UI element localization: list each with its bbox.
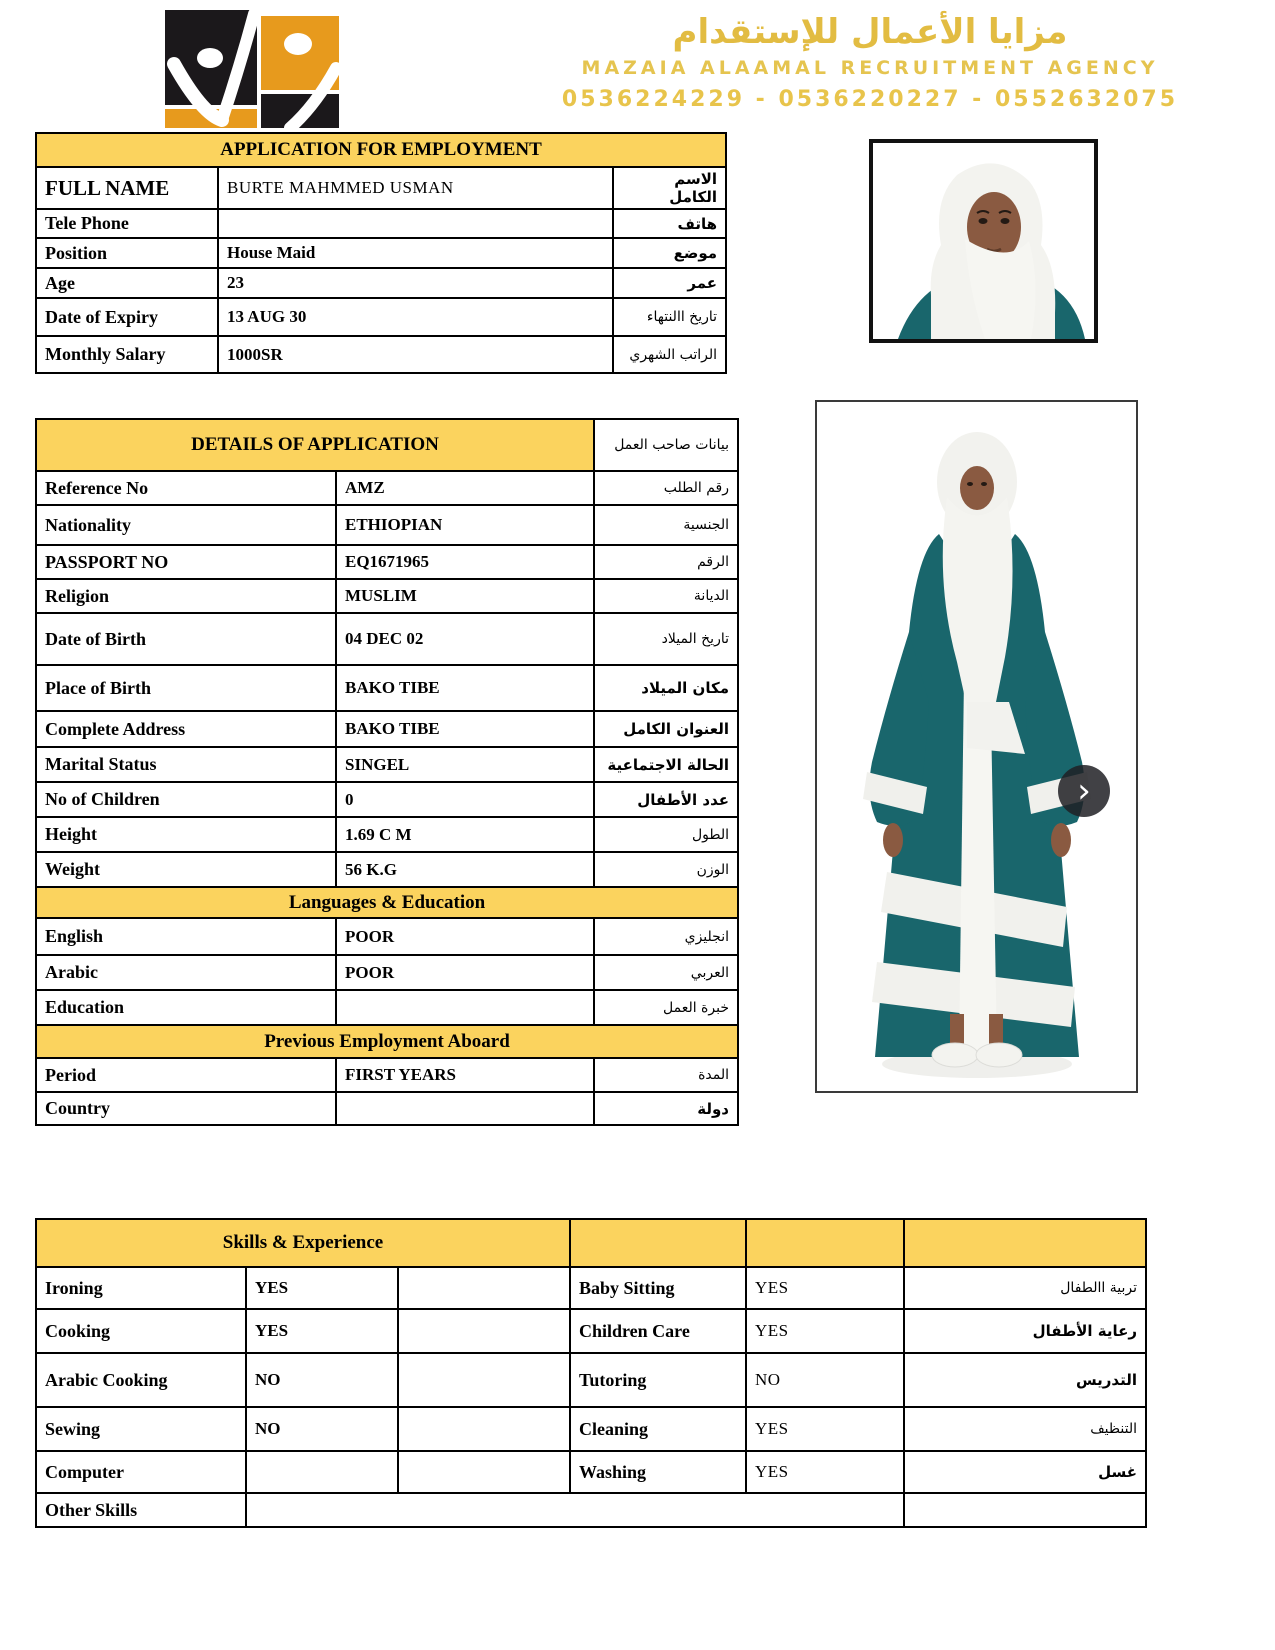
age-value: 23	[218, 268, 613, 298]
birthplace-label: Place of Birth	[36, 665, 336, 711]
ironing-label: Ironing	[36, 1267, 246, 1309]
weight-arabic: الوزن	[594, 852, 738, 887]
application-table	[35, 132, 727, 374]
table-row	[36, 1092, 738, 1125]
passport-label: PASSPORT NO	[36, 545, 336, 579]
skills-header-spacer	[746, 1219, 904, 1267]
table-row	[36, 990, 738, 1025]
table-row	[36, 1451, 1146, 1493]
table-row	[36, 665, 738, 711]
otherskills-label: Other Skills	[36, 1493, 246, 1527]
table-row	[36, 336, 726, 373]
section-header-row	[36, 887, 738, 918]
country-label: Country	[36, 1092, 336, 1125]
english-value: POOR	[336, 918, 594, 955]
religion-value: MUSLIM	[336, 579, 594, 613]
cleaning-value: YES	[746, 1407, 904, 1451]
passport-value: EQ1671965	[336, 545, 594, 579]
table-row	[36, 747, 738, 782]
table-row	[36, 505, 738, 545]
expiry-value: 13 AUG 30	[218, 298, 613, 336]
telephone-label: Tele Phone	[36, 209, 218, 238]
employment-section-title: Previous Employment Aboard	[36, 1025, 738, 1058]
birthdate-arabic: تاريخ الميلاد	[594, 613, 738, 665]
table-row	[36, 298, 726, 336]
full-name-label: FULL NAME	[36, 167, 218, 209]
details-title-arabic: بيانات صاحب العمل	[594, 419, 738, 471]
full-name-arabic: الاسم الكامل	[613, 167, 726, 209]
country-value	[336, 1092, 594, 1125]
salary-arabic: الراتب الشهري	[613, 336, 726, 373]
period-arabic: المدة	[594, 1058, 738, 1092]
birthplace-arabic: مكان الميلاد	[594, 665, 738, 711]
country-arabic: دولة	[594, 1092, 738, 1125]
marital-label: Marital Status	[36, 747, 336, 782]
table-row	[36, 238, 726, 268]
height-value: 1.69 C M	[336, 817, 594, 852]
table-row	[36, 955, 738, 990]
table-row	[36, 1309, 1146, 1353]
children-value: 0	[336, 782, 594, 817]
weight-value: 56 K.G	[336, 852, 594, 887]
cooking-label: Cooking	[36, 1309, 246, 1353]
empty-cell	[398, 1267, 570, 1309]
agency-name-arabic: مزايا الأعمال للإستقدام	[672, 12, 1068, 52]
washing-value: YES	[746, 1451, 904, 1493]
children-arabic: عدد الأطفال	[594, 782, 738, 817]
arabic-value: POOR	[336, 955, 594, 990]
cleaning-label: Cleaning	[570, 1407, 746, 1451]
table-row	[36, 852, 738, 887]
cooking-value: YES	[246, 1309, 398, 1353]
birthdate-value: 04 DEC 02	[336, 613, 594, 665]
table-row	[36, 711, 738, 747]
table-row	[36, 817, 738, 852]
table-row	[36, 209, 726, 238]
passport-arabic: الرقم	[594, 545, 738, 579]
skills-header-spacer	[904, 1219, 1146, 1267]
religion-label: Religion	[36, 579, 336, 613]
cleaning-arabic: التنظيف	[904, 1407, 1146, 1451]
table-row	[36, 1407, 1146, 1451]
reference-label: Reference No	[36, 471, 336, 505]
education-value	[336, 990, 594, 1025]
address-value: BAKO TIBE	[336, 711, 594, 747]
education-label: Education	[36, 990, 336, 1025]
table-row	[36, 167, 726, 209]
skills-table	[35, 1218, 1147, 1528]
applicant-photo-portrait	[869, 139, 1098, 343]
table-row	[36, 1353, 1146, 1407]
table-row	[36, 545, 738, 579]
telephone-arabic: هاتف	[613, 209, 726, 238]
section-header-row	[36, 1025, 738, 1058]
empty-cell	[398, 1309, 570, 1353]
table-row	[36, 471, 738, 505]
birthdate-label: Date of Birth	[36, 613, 336, 665]
tutoring-value: NO	[746, 1353, 904, 1407]
height-label: Height	[36, 817, 336, 852]
table-row	[36, 918, 738, 955]
arabic-arabic: العربي	[594, 955, 738, 990]
babysitting-label: Baby Sitting	[570, 1267, 746, 1309]
skills-table-title: Skills & Experience	[36, 1219, 570, 1267]
table-header-row	[36, 133, 726, 167]
table-row	[36, 1267, 1146, 1309]
height-arabic: الطول	[594, 817, 738, 852]
agency-logo-icon	[140, 6, 365, 128]
babysitting-arabic: تربية االطفال	[904, 1267, 1146, 1309]
expiry-label: Date of Expiry	[36, 298, 218, 336]
tutoring-label: Tutoring	[570, 1353, 746, 1407]
childrencare-label: Children Care	[570, 1309, 746, 1353]
table-row	[36, 579, 738, 613]
arabic-label: Arabic	[36, 955, 336, 990]
sewing-label: Sewing	[36, 1407, 246, 1451]
childrencare-value: YES	[746, 1309, 904, 1353]
english-label: English	[36, 918, 336, 955]
table-header-row	[36, 419, 738, 471]
salary-label: Monthly Salary	[36, 336, 218, 373]
position-arabic: موضع	[613, 238, 726, 268]
weight-label: Weight	[36, 852, 336, 887]
otherskills-arabic	[904, 1493, 1146, 1527]
table-row	[36, 782, 738, 817]
religion-arabic: الديانة	[594, 579, 738, 613]
computer-label: Computer	[36, 1451, 246, 1493]
birthplace-value: BAKO TIBE	[336, 665, 594, 711]
babysitting-value: YES	[746, 1267, 904, 1309]
marital-arabic: الحالة الاجتماعية	[594, 747, 738, 782]
sewing-value: NO	[246, 1407, 398, 1451]
english-arabic: انجليزي	[594, 918, 738, 955]
tutoring-arabic: التدريس	[904, 1353, 1146, 1407]
arabiccooking-label: Arabic Cooking	[36, 1353, 246, 1407]
agency-phone-numbers: 0536224229 - 0536220227 - 0552632075	[561, 87, 1179, 113]
languages-section-title: Languages & Education	[36, 887, 738, 918]
nationality-arabic: الجنسية	[594, 505, 738, 545]
age-arabic: عمر	[613, 268, 726, 298]
arabiccooking-value: NO	[246, 1353, 398, 1407]
nationality-label: Nationality	[36, 505, 336, 545]
period-label: Period	[36, 1058, 336, 1092]
empty-cell	[398, 1353, 570, 1407]
education-arabic: خبرة العمل	[594, 990, 738, 1025]
agency-name-english: MAZAIA ALAAMAL RECRUITMENT AGENCY	[581, 57, 1159, 80]
telephone-value	[218, 209, 613, 238]
full-name-value: BURTE MAHMMED USMAN	[218, 167, 613, 209]
table-header-row	[36, 1219, 1146, 1267]
empty-cell	[398, 1407, 570, 1451]
position-value: House Maid	[218, 238, 613, 268]
otherskills-value	[246, 1493, 904, 1527]
chevron-right-icon: ›	[1077, 771, 1091, 811]
reference-arabic: رقم الطلب	[594, 471, 738, 505]
empty-cell	[398, 1451, 570, 1493]
position-label: Position	[36, 238, 218, 268]
expiry-arabic: تاريخ االنتهاء	[613, 298, 726, 336]
age-label: Age	[36, 268, 218, 298]
applicant-photo-full-body	[815, 400, 1138, 1093]
application-table-title: APPLICATION FOR EMPLOYMENT	[36, 133, 726, 167]
nationality-value: ETHIOPIAN	[336, 505, 594, 545]
washing-arabic: غسل	[904, 1451, 1146, 1493]
table-row	[36, 613, 738, 665]
skills-header-spacer	[570, 1219, 746, 1267]
details-table	[35, 418, 739, 1126]
table-row	[36, 268, 726, 298]
address-label: Complete Address	[36, 711, 336, 747]
washing-label: Washing	[570, 1451, 746, 1493]
address-arabic: العنوان الكامل	[594, 711, 738, 747]
table-row	[36, 1058, 738, 1092]
marital-value: SINGEL	[336, 747, 594, 782]
childrencare-arabic: رعاية الأطفال	[904, 1309, 1146, 1353]
salary-value: 1000SR	[218, 336, 613, 373]
reference-value: AMZ	[336, 471, 594, 505]
computer-value	[246, 1451, 398, 1493]
period-value: FIRST YEARS	[336, 1058, 594, 1092]
details-table-title: DETAILS OF APPLICATION	[36, 419, 594, 471]
agency-header	[520, 14, 1220, 112]
table-row	[36, 1493, 1146, 1527]
next-photo-button[interactable]	[1058, 765, 1110, 817]
ironing-value: YES	[246, 1267, 398, 1309]
children-label: No of Children	[36, 782, 336, 817]
